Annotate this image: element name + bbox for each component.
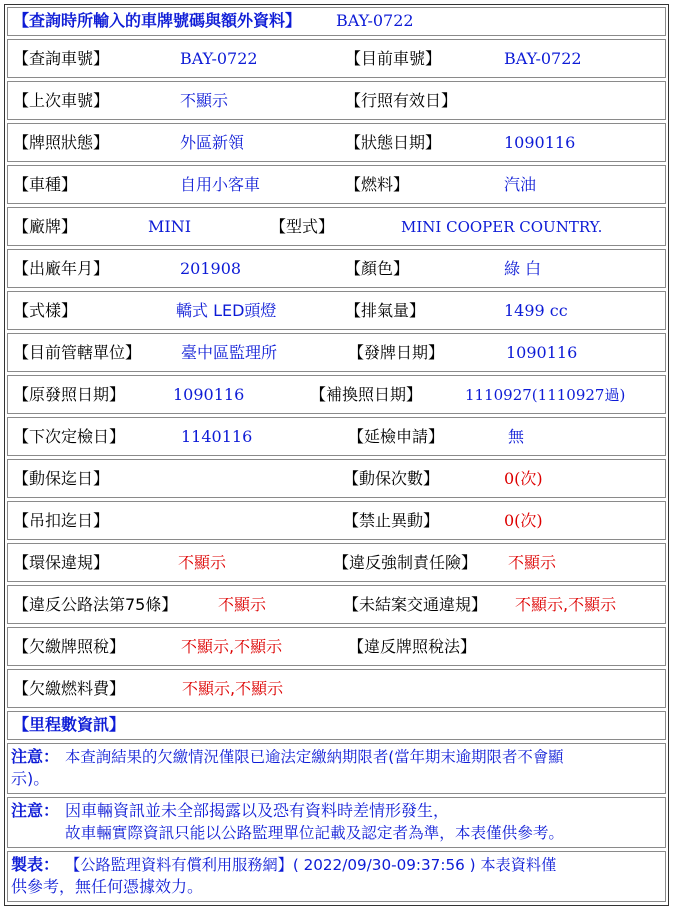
note-2-line2: 故車輛實際資訊只能以公路監理單位記載及認定者為準，本表僅供參考。 [65,824,565,842]
transfer-ban-value: 0(次) [504,511,543,530]
issue-date-label: 【發牌日期】 [348,343,445,362]
next-inspection-label: 【下次定檢日】 [13,427,126,446]
brand-label: 【廠牌】 [13,217,78,236]
row-mortgage [7,459,666,498]
model-value: MINI COOPER COUNTRY. [401,218,603,236]
note-1-line2: 示)。 [11,769,50,788]
row-brand [7,207,666,246]
office-value: 臺中區監理所 [181,343,278,362]
displacement-label: 【排氣量】 [345,301,426,320]
header-row [7,7,666,36]
note-2-label: 注意： [11,801,60,820]
note-2-line1: 因車輛資訊並未全部揭露以及恐有資料時差情形發生， [65,801,450,820]
row-inspection [7,417,666,456]
plate-tax-owed-label: 【欠繳牌照稅】 [13,637,126,656]
mileage-header: 【里程數資訊】 [13,715,126,734]
mileage-header-row [7,711,666,740]
page-title: 【查詢時所輸入的車牌號碼與額外資料】 [13,11,302,30]
reissue-date-value: 1110927(1110927過) [465,386,626,404]
status-date-label: 【狀態日期】 [345,133,442,152]
transfer-ban-label: 【禁止異動】 [343,511,440,530]
plate-status-label: 【牌照狀態】 [13,133,110,152]
row-vehicle-type [7,165,666,204]
row-plate-tax [7,627,666,666]
model-label: 【型式】 [270,217,335,236]
brand-value: MINI [148,217,192,236]
vehicle-type-value: 自用小客車 [180,175,261,194]
traffic-violation-value: 不顯示,不顯示 [515,595,617,614]
color-label: 【顏色】 [345,259,410,278]
plate-tax-law-label: 【違反牌照稅法】 [348,637,477,656]
query-plate-value: BAY-0722 [180,49,258,68]
insurance-violation-value: 不顯示 [508,553,557,572]
row-plate-status [7,123,666,162]
row-license-dates [7,375,666,414]
next-inspection-value: 1140116 [181,427,253,446]
env-violation-value: 不顯示 [178,553,227,572]
note-1 [7,743,666,794]
orig-license-date-label: 【原發照日期】 [13,385,126,404]
note-1-label: 注意： [11,747,60,766]
fuel-fee-owed-value: 不顯示,不顯示 [182,679,284,698]
fuel-label: 【燃料】 [345,175,410,194]
issue-date-value: 1090116 [506,343,578,362]
plate-tax-owed-value: 不顯示,不顯示 [181,637,283,656]
license-valid-label: 【行照有效日】 [345,91,458,110]
road-law-value: 不顯示 [218,595,267,614]
footer-note [7,851,666,902]
row-mfg-date [7,249,666,288]
color-value: 綠 白 [504,259,542,278]
note-1-line1: 本查詢結果的欠繳情況僅限已逾法定繳納期限者(當年期末逾期限者不會顯 [65,748,564,766]
traffic-violation-label: 【未結案交通違規】 [343,595,488,614]
row-violations-road [7,585,666,624]
extension-value: 無 [508,427,525,446]
footer-line1: 【公路監理資料有償利用服務網】( 2022/09/30-09:37:56 ) 本表資料僅 [65,856,557,874]
mortgage-count-value: 0(次) [504,469,543,488]
query-plate-label: 【查詢車號】 [13,49,110,68]
row-office [7,333,666,372]
style-value: 轎式 LED頭燈 [176,301,277,320]
row-violations-env [7,543,666,582]
mortgage-until-label: 【動保迄日】 [13,469,110,488]
orig-license-date-value: 1090116 [173,385,245,404]
extension-label: 【延檢申請】 [348,427,445,446]
row-fuel-fee [7,669,666,708]
row-suspend [7,501,666,540]
mortgage-count-label: 【動保次數】 [343,469,440,488]
vehicle-type-label: 【車種】 [13,175,78,194]
current-plate-label: 【目前車號】 [345,49,442,68]
reissue-date-label: 【補換照日期】 [310,385,423,404]
header-plate: BAY-0722 [336,11,414,30]
style-label: 【式樣】 [13,301,78,320]
last-plate-label: 【上次車號】 [13,91,110,110]
insurance-violation-label: 【違反強制責任險】 [333,553,478,572]
road-law-label: 【違反公路法第75條】 [13,595,178,614]
suspend-until-label: 【吊扣迄日】 [13,511,110,530]
plate-status-value: 外區新領 [180,133,245,152]
last-plate-value: 不顯示 [180,91,229,110]
fuel-value: 汽油 [504,175,537,194]
mfg-date-value: 201908 [180,259,242,278]
fuel-fee-owed-label: 【欠繳燃料費】 [13,679,126,698]
displacement-value: 1499 cc [504,301,568,320]
office-label: 【目前管轄單位】 [13,343,142,362]
footer-label: 製表： [11,855,60,874]
mfg-date-label: 【出廠年月】 [13,259,110,278]
note-2 [7,797,666,848]
row-last-plate [7,81,666,120]
row-style [7,291,666,330]
row-plate [7,39,666,78]
footer-line2: 供參考，無任何憑據效力。 [11,877,204,896]
env-violation-label: 【環保違規】 [13,553,110,572]
current-plate-value: BAY-0722 [504,49,582,68]
status-date-value: 1090116 [504,133,576,152]
